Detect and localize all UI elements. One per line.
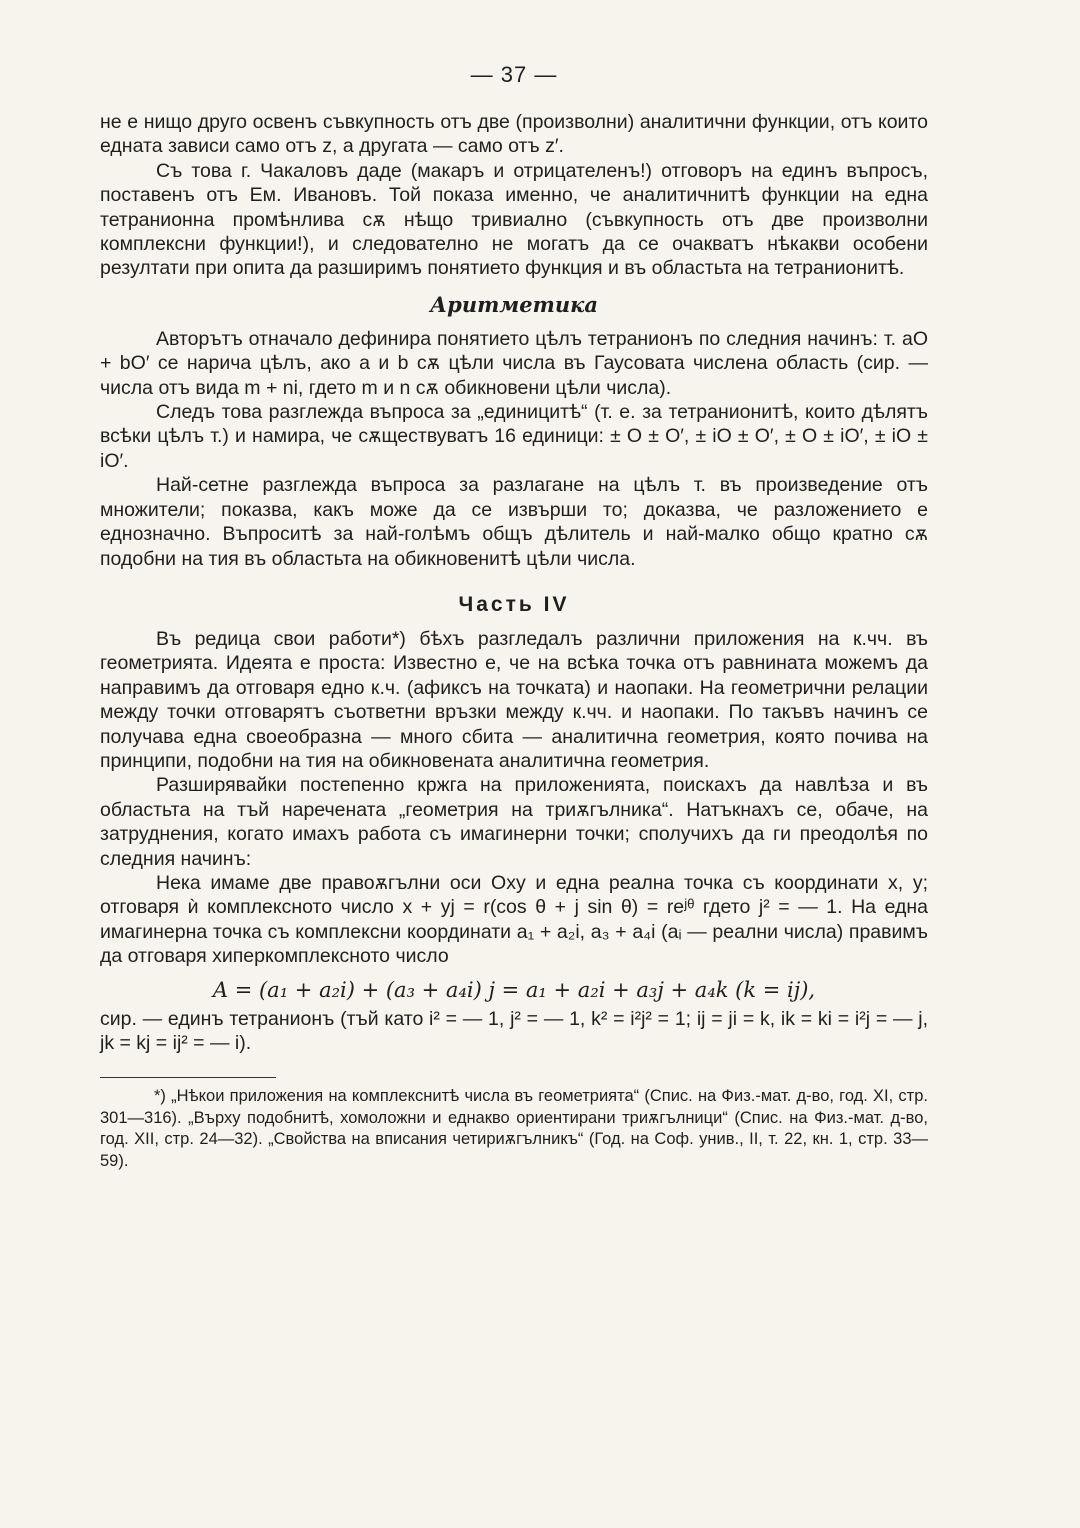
- footnote-divider: [100, 1077, 276, 1078]
- section-heading-part-4: Часть IV: [458, 592, 570, 616]
- section-heading-arithmetic: Аритметика: [430, 291, 598, 317]
- page-content: [100, 62, 928, 1172]
- paragraph-1: не е нищо друго освенъ съвкупность отъ две (произволни) аналитични функции, отъ които едната зависи само отъ z, а другата — само отъ z′.: [100, 111, 928, 158]
- hypercomplex-formula: A = (a₁ + a₂i) + (a₃ + a₄i) j = a₁ + a₂i + a₃j + a₄k (k = ij),: [212, 977, 816, 1002]
- paragraph-5: Най-сетне разглежда въпроса за разлагане на цѣлъ т. въ произведение отъ множители; показва, какъ може да се извърши то; доказва, че разложението е еднозначно. Въпроситѣ за най-голѣмъ общъ дѣлитель и най-малко общо кратно сѫ подобни на тия въ областьта на обикновенитѣ цѣли числа.: [100, 474, 928, 570]
- paragraph-6: Въ редица свои работи*) бѣхъ разгледалъ различни приложения на к.чч. въ геометрията. Идеята е проста: Известно е, че на всѣка точка отъ равнината можемъ да направимъ да отговаря едно к.ч. (афиксъ на точката) и наопаки. На геометрични релации между точки отговарятъ съответни връзки между к.чч. и наопаки. По такъвъ начинъ се получава една своеобразна — много сбита — аналитична геометрия, която почива на принципи, подобни на тия на обикновената аналитична геометрия.: [100, 627, 928, 772]
- footnote: *) „Нѣкои приложения на комплекснитѣ числа въ геометрията“ (Спис. на Физ.-мат. д-во, год. XI, стр. 301—316). „Върху подобнитѣ, хомоложни и еднакво ориентирани триѫгълници“ (Спис. на Физ.-мат. д-во, год. XII, стр. 24—32). „Свойства на вписания четириѫгълникъ“ (Год. на Соф. унив., II, т. 22, кн. 1, стр. 33—59).: [100, 1087, 928, 1170]
- paragraph-4: Следъ това разглежда въпроса за „единицитѣ“ (т. е. за тетранионитѣ, които дѣлятъ всѣки цѣлъ т.) и намира, че сѫществуватъ 16 единици: ± O ± O′, ± iO ± O′, ± O ± iO′, ± iO ± iO′.: [100, 401, 928, 472]
- paragraph-9: сир. — единъ тетранионъ (тъй като i² = — 1, j² = — 1, k² = i²j² = 1; ij = ji = k, ik = ki = i²j = — j, jk = kj = ij² = — i).: [100, 1007, 928, 1054]
- paragraph-2: Съ това г. Чакаловъ даде (макаръ и отрицателенъ!) отговоръ на единъ въпросъ, поставенъ отъ Ем. Ивановъ. Той показа именно, че аналитичнитѣ функции на една тетранионна промѣнлива сѫ нѣщо тривиално (съвкупность отъ две произволни комплексни функции!), и следователно не могатъ да се очакватъ нѣкакви особени резултати при опита да разширимъ понятието функция и въ областьта на тетранионитѣ.: [100, 159, 928, 280]
- paragraph-7: Разширявайки постепенно кржга на приложенията, поискахъ да навлѣза и въ областьта на тъй наречената „геометрия на триѫгълника“. Натъкнахъ се, обаче, на затруднения, когато имахъ работа съ имагинерни точки; сполучихъ да ги преодолѣя по следния начинъ:: [100, 774, 928, 870]
- paragraph-3: Авторътъ отначало дефинира понятието цѣлъ тетранионъ по следния начинъ: т. aO + bO′ се нарича цѣлъ, ако a и b сѫ цѣли числа въ Гаусовата числена область (сир. — числа отъ вида m + ni, гдето m и n сѫ обикновени цѣли числа).: [100, 327, 928, 399]
- page-number: — 37 —: [470, 62, 558, 87]
- paragraph-8: Нека имаме две правоѫгълни оси Oxy и една реална точка съ координати x, y; отговаря ѝ комплексното число x + yj = r(cos θ + j sin θ) = reʲᶿ гдето j² = — 1. На една имагинерна точка съ комплексни координати a₁ + a₂i, a₃ + a₄i (aᵢ — реални числа) правимъ да отговаря хиперкомплексното число: [100, 871, 928, 968]
